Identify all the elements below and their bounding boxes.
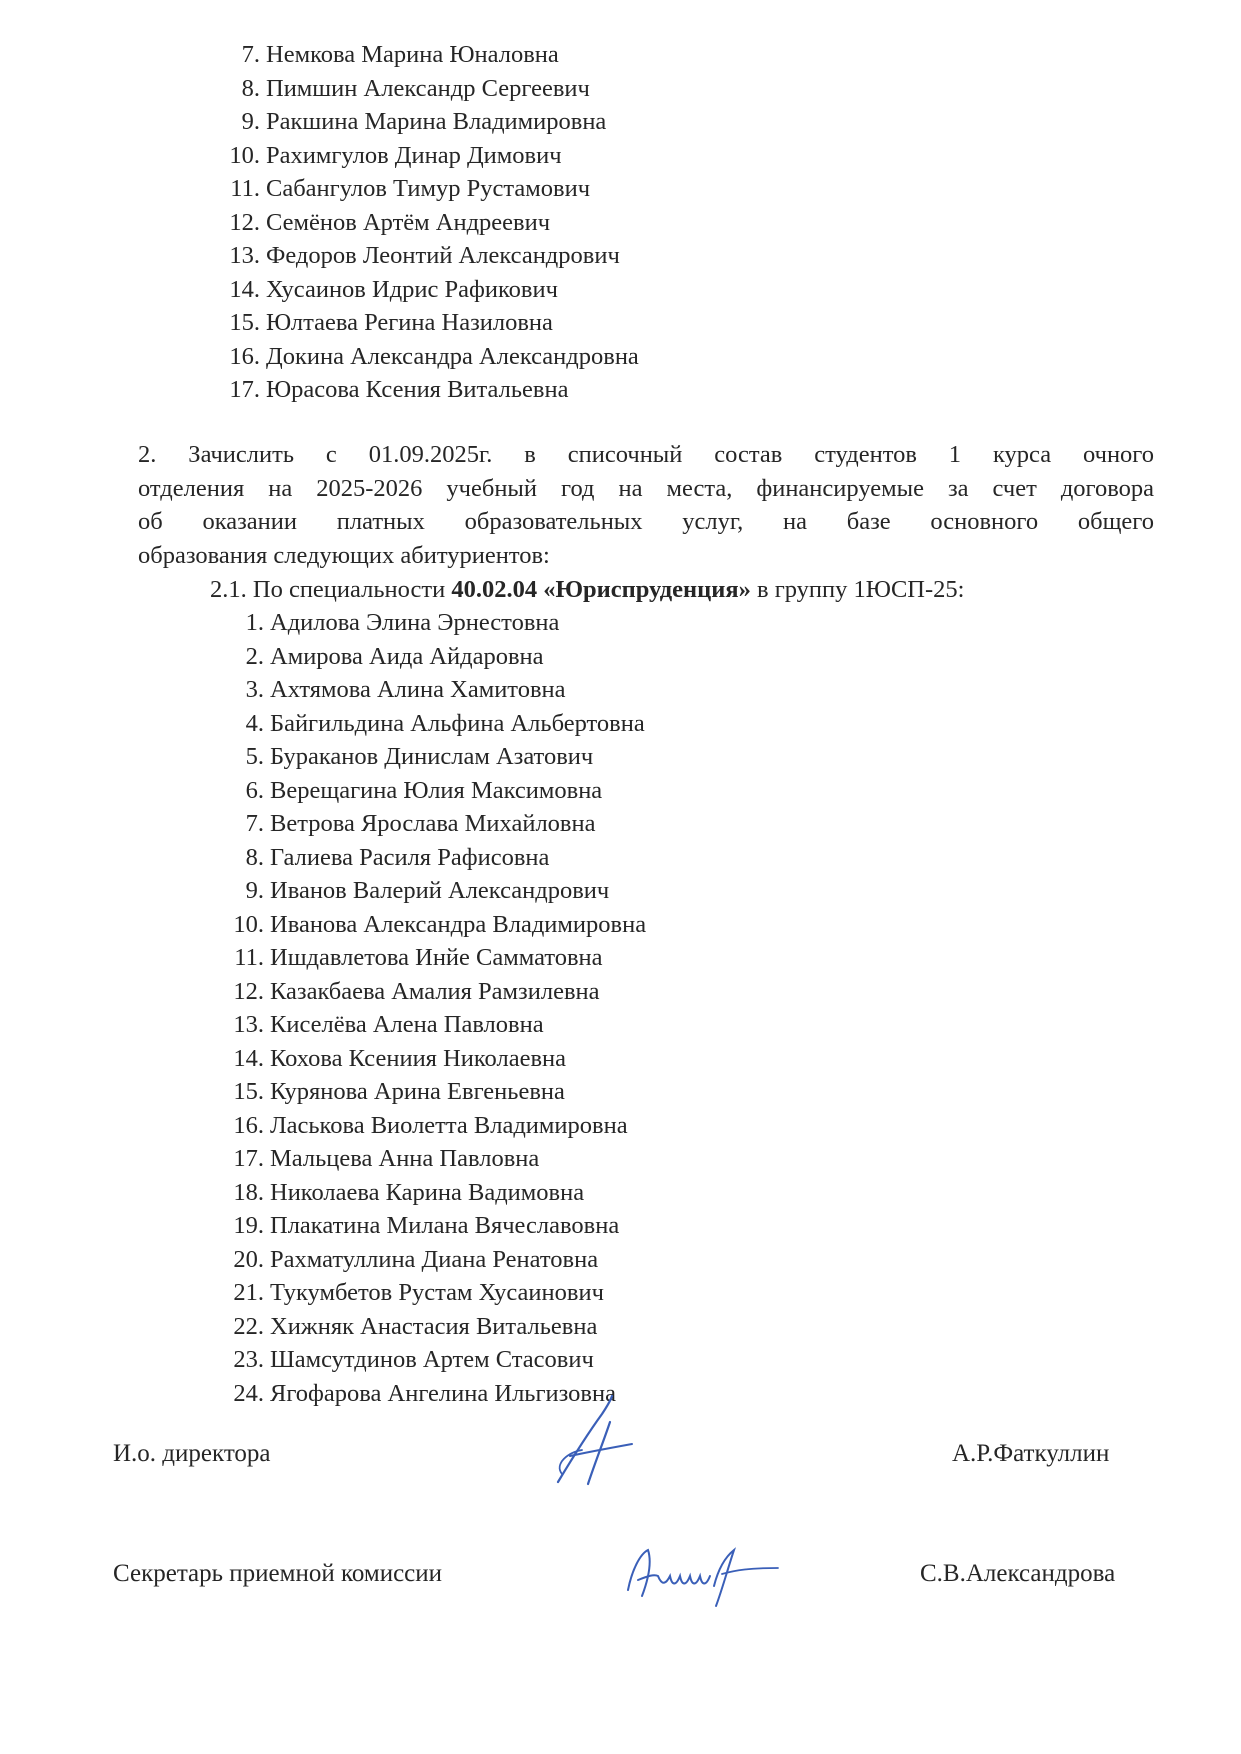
- list-item-number: 9.: [245, 877, 264, 904]
- student-name: Ишдавлетова Инйе Самматовна: [270, 944, 603, 971]
- student-name: Галиева Расиля Рафисовна: [270, 843, 550, 871]
- student-name: Ветрова Ярослава Михайловна: [270, 810, 596, 837]
- student-name: Верещагина Юлия Максимовна: [270, 776, 603, 804]
- student-name: Мальцева Анна Павловна: [270, 1145, 540, 1172]
- student-name: Плакатина Милана Вячеславовна: [270, 1212, 620, 1239]
- student-name: Рахимгулов Динар Димович: [266, 141, 562, 169]
- director-name: А.Р.Фаткуллин: [952, 1440, 1110, 1467]
- student-name: Адилова Элина Эрнестовна: [270, 609, 560, 636]
- list-item-number: 9.: [241, 108, 260, 135]
- list-item-number: 14.: [233, 1044, 264, 1072]
- list-item-number: 4.: [245, 709, 264, 737]
- list-item-number: 13.: [233, 1011, 264, 1038]
- student-name: Байгильдина Альфина Альбертовна: [270, 709, 645, 737]
- student-name: Шамсутдинов Артем Стасович: [270, 1346, 594, 1373]
- paragraph-line: отделения на 2025-2026 учебный год на места, финансируемые за счет договора: [138, 474, 1154, 502]
- student-name: Докина Александра Александровна: [266, 342, 639, 370]
- student-name: Юлтаева Регина Назиловна: [266, 309, 553, 336]
- list-item-number: 12.: [233, 977, 264, 1005]
- list-item-number: 13.: [229, 242, 260, 269]
- subsection-prefix: 2.1. По специальности: [210, 576, 452, 603]
- student-name: Киселёва Алена Павловна: [270, 1011, 544, 1038]
- list-item-number: 12.: [229, 208, 260, 236]
- director-title: И.о. директора: [113, 1440, 271, 1467]
- list-item-number: 23.: [233, 1346, 264, 1373]
- student-name: Хусаинов Идрис Рафикович: [266, 275, 558, 303]
- student-name: Пимшин Александр Сергеевич: [266, 74, 590, 102]
- list-item-number: 22.: [233, 1312, 264, 1340]
- director-signature: [548, 1392, 640, 1488]
- student-name: Хижняк Анастасия Витальевна: [270, 1312, 598, 1340]
- student-name: Кохова Ксениия Николаевна: [270, 1044, 566, 1072]
- list-item-number: 17.: [229, 376, 260, 403]
- student-name: Бураканов Динислам Азатович: [270, 743, 594, 770]
- student-name: Николаева Карина Вадимовна: [270, 1178, 585, 1206]
- list-item-number: 16.: [229, 342, 260, 370]
- list-item-number: 15.: [233, 1078, 264, 1105]
- list-item-number: 1.: [245, 609, 264, 636]
- list-item-number: 8.: [245, 843, 264, 871]
- list-item-number: 24.: [233, 1379, 264, 1407]
- list-item-number: 21.: [233, 1279, 264, 1306]
- student-name: Казакбаева Амалия Рамзилевна: [270, 977, 600, 1005]
- student-name: Юрасова Ксения Витальевна: [266, 376, 569, 403]
- list-item-number: 19.: [233, 1212, 264, 1239]
- list-item-number: 16.: [233, 1111, 264, 1139]
- student-name: Семёнов Артём Андреевич: [266, 208, 551, 236]
- list-item-number: 18.: [233, 1178, 264, 1206]
- list-item-number: 3.: [245, 676, 264, 703]
- secretary-name: С.В.Александрова: [920, 1560, 1116, 1587]
- paragraph-line: 2. Зачислить с 01.09.2025г. в списочный состав студентов 1 курса очного: [138, 441, 1154, 468]
- list-item-number: 11.: [234, 944, 264, 971]
- student-name: Ягофарова Ангелина Ильгизовна: [270, 1379, 616, 1407]
- student-name: Рахматуллина Диана Ренатовна: [270, 1245, 599, 1273]
- list-item-number: 17.: [233, 1145, 264, 1172]
- list-item-number: 2.: [245, 642, 264, 670]
- student-name: Немкова Марина Юналовна: [266, 41, 559, 68]
- subsection-heading: [210, 573, 964, 607]
- list-item-number: 5.: [245, 743, 264, 770]
- student-name: Тукумбетов Рустам Хусаинович: [270, 1279, 604, 1306]
- list-item-number: 15.: [229, 309, 260, 336]
- list-item-number: 10.: [233, 910, 264, 938]
- student-name: Курянова Арина Евгеньевна: [270, 1078, 565, 1105]
- list-item-number: 11.: [230, 175, 260, 202]
- student-name: Федоров Леонтий Александрович: [266, 242, 620, 269]
- student-name: Амирова Аида Айдаровна: [270, 642, 544, 670]
- student-name: Ракшина Марина Владимировна: [266, 108, 607, 135]
- list-item-number: 8.: [241, 74, 260, 102]
- subsection-suffix: в группу 1ЮСП-25:: [750, 576, 965, 603]
- paragraph-line: об оказании платных образовательных услуг, на базе основного общего: [138, 508, 1154, 535]
- list-item-number: 14.: [229, 275, 260, 303]
- list-item-number: 7.: [241, 41, 260, 68]
- student-name: Сабангулов Тимур Рустамович: [266, 175, 591, 202]
- specialty-name: 40.02.04 «Юриспруденция»: [451, 576, 751, 603]
- list-item-number: 7.: [245, 810, 264, 837]
- student-name: Ласькова Виолетта Владимировна: [270, 1111, 628, 1139]
- paragraph-line: образования следующих абитуриентов:: [138, 541, 550, 569]
- list-item-number: 20.: [233, 1245, 264, 1273]
- enrollment-paragraph: [138, 438, 1154, 572]
- student-name: Ахтямова Алина Хамитовна: [270, 676, 566, 703]
- secretary-signature: [618, 1540, 788, 1610]
- list-item-number: 10.: [229, 141, 260, 169]
- student-name: Иванов Валерий Александрович: [270, 877, 610, 904]
- secretary-title: Секретарь приемной комиссии: [113, 1560, 443, 1587]
- student-name: Иванова Александра Владимировна: [270, 910, 647, 938]
- list-item-number: 6.: [245, 776, 264, 804]
